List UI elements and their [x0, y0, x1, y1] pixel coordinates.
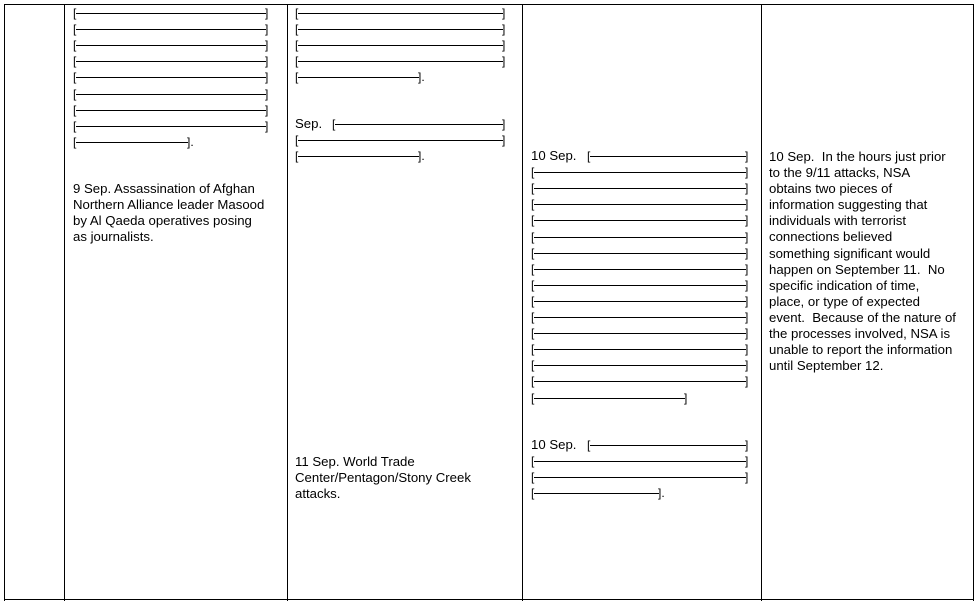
redacted-line: [ ]	[531, 229, 749, 244]
redacted-line: [ ]	[531, 245, 749, 260]
redacted-line: [ ]	[73, 6, 269, 20]
column-border	[4, 4, 5, 601]
column-border	[287, 4, 288, 601]
redacted-line: [ ]	[531, 277, 749, 292]
column-border	[761, 4, 762, 601]
event-text-nsa-intercepts: 10 Sep. In the hours just prior to the 9/11 attacks, NSA obtains two pieces of information suggesting that individuals with terrorist connections believed something significant would happen on September 11. No specific indication of time, place, or type of expected event. Because of the nature of the processes involved, NSA is unable to report the information until September 12.	[769, 149, 956, 374]
redacted-line: [ ]	[73, 86, 269, 101]
redacted-line: [ ]	[295, 54, 506, 69]
redacted-line: [ ]	[531, 390, 688, 405]
redacted-line: [ ]	[531, 470, 749, 485]
table-bottom-border	[4, 599, 974, 600]
redacted-line: [ ]	[531, 261, 749, 276]
redacted-line: [ ]	[73, 54, 269, 69]
redacted-line: [ ]	[295, 38, 506, 53]
redacted-date-label: 10 Sep.	[531, 148, 577, 163]
redacted-line: [ ]	[295, 6, 506, 20]
redacted-line: [ ]	[73, 102, 269, 117]
column-border	[64, 4, 65, 601]
redacted-line: [ ]	[73, 118, 269, 133]
redacted-line: [ ].	[531, 486, 665, 501]
redacted-line: [ ]	[531, 310, 749, 324]
redacted-line: [ ].	[73, 134, 194, 149]
column-border	[973, 4, 974, 601]
event-text-wtc-attacks: 11 Sep. World Trade Center/Pentagon/Stony Creek attacks.	[295, 454, 471, 502]
redacted-line: [ ]	[531, 213, 749, 228]
column-border	[522, 4, 523, 601]
redacted-line: [ ]	[73, 70, 269, 85]
redacted-line: [ ].	[295, 70, 425, 85]
redacted-date-label: Sep.	[295, 116, 323, 131]
redacted-line: [ ]	[295, 22, 506, 37]
redacted-line: [ ]	[295, 133, 506, 148]
redacted-line: 10 Sep. [ ]	[531, 148, 749, 163]
redacted-line: [ ]	[531, 197, 749, 212]
redacted-date-label: 10 Sep.	[531, 437, 577, 452]
redacted-line: [ ].	[295, 149, 425, 164]
event-text-assassination-masood: 9 Sep. Assassination of Afghan Northern Alliance leader Masood by Al Qaeda operatives posing as journalists.	[73, 181, 265, 245]
redacted-line: 10 Sep. [ ]	[531, 437, 749, 452]
redacted-line: [ ]	[531, 165, 749, 180]
redacted-line: [ ]	[73, 38, 269, 53]
redacted-line: [ ]	[531, 293, 749, 308]
redacted-line: [ ]	[531, 326, 749, 341]
redacted-line: [ ]	[531, 374, 749, 389]
redacted-line: [ ]	[531, 454, 749, 469]
redacted-line: [ ]	[531, 342, 749, 357]
redacted-line: [ ]	[531, 181, 749, 196]
table-top-border	[4, 4, 974, 5]
redacted-line: [ ]	[73, 22, 269, 37]
redacted-line: [ ]	[531, 358, 749, 373]
redacted-line: Sep. [ ]	[295, 116, 506, 131]
